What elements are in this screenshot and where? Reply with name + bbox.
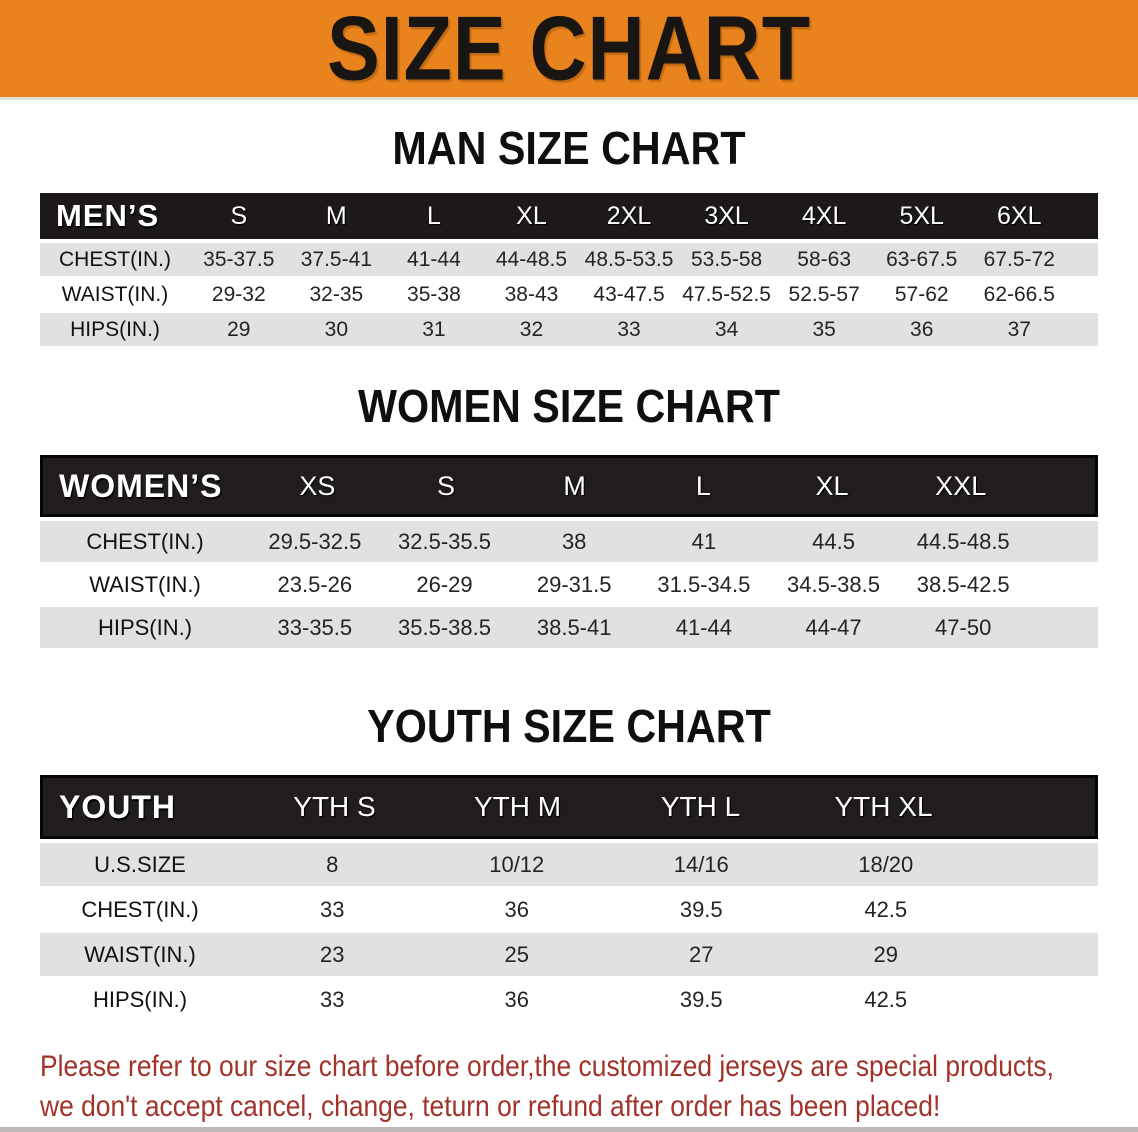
youth-size-table-cell-2-0: 23: [320, 941, 345, 967]
womens-size-table-cell-0-2: 38: [561, 528, 587, 554]
mens-size-table-col-0: S: [230, 201, 248, 230]
mens-size-table-cell-1-0: 29-32: [211, 282, 266, 306]
mens-size-table-group-label: MEN’S: [56, 198, 160, 233]
youth-size-table-row-label-2: WAIST(IN.): [84, 941, 196, 967]
men-section-heading: MAN SIZE CHART: [392, 123, 746, 175]
youth-size-table-cell-0-0: 8: [326, 851, 339, 877]
mens-size-table-cell-2-7: 36: [910, 317, 934, 341]
youth-size-table-group-label: YOUTH: [59, 788, 176, 825]
womens-size-table-group-label: WOMEN’S: [59, 467, 223, 504]
youth-size-table-cell-2-1: 25: [504, 941, 529, 967]
women-section-heading: WOMEN SIZE CHART: [358, 381, 780, 433]
banner-title: SIZE CHART: [327, 0, 811, 100]
womens-size-table-cell-2-4: 44-47: [805, 614, 862, 640]
mens-size-table-col-5: 3XL: [704, 201, 749, 230]
mens-size-table-cell-2-8: 37: [1007, 317, 1031, 341]
womens-size-table-row-label-1: WAIST(IN.): [89, 571, 201, 597]
womens-size-table-cell-0-0: 29.5-32.5: [268, 528, 362, 554]
youth-size-table-row-label-1: CHEST(IN.): [81, 896, 199, 922]
mens-size-table-cell-1-3: 38-43: [504, 282, 559, 306]
youth-size-table-cell-3-3: 42.5: [864, 986, 908, 1012]
youth-size-table-row-label-3: HIPS(IN.): [92, 986, 188, 1012]
youth-size-table-col-0: YTH S: [293, 791, 376, 822]
youth-size-table-col-3: YTH XL: [834, 791, 933, 822]
womens-size-table-col-0: XS: [299, 470, 336, 501]
youth-size-table-header-row: [40, 775, 1098, 839]
mens-size-table-cell-1-4: 43-47.5: [593, 282, 665, 306]
womens-size-table-col-3: L: [695, 470, 711, 501]
disclaimer-line-1: Please refer to our size chart before order,the customized jerseys are special products,: [40, 1050, 1054, 1083]
womens-size-table-cell-0-1: 32.5-35.5: [398, 528, 491, 554]
womens-size-table-col-5: XXL: [935, 470, 987, 501]
youth-size-table-cell-1-3: 42.5: [864, 896, 908, 922]
womens-size-table-row-2: [40, 607, 1098, 648]
womens-size-table-row-label-0: CHEST(IN.): [86, 528, 204, 554]
youth-size-table-row-label-0: U.S.SIZE: [94, 851, 186, 877]
banner: [0, 0, 1138, 100]
womens-size-table: [40, 455, 1098, 648]
womens-size-table-cell-1-3: 31.5-34.5: [657, 571, 751, 597]
mens-size-table-col-1: M: [325, 201, 347, 230]
disclaimer: [40, 1047, 1138, 1127]
womens-size-table-cell-0-3: 41: [691, 528, 717, 554]
disclaimer-line-2: we don't accept cancel, change, teturn or refund after order has been placed!: [40, 1090, 941, 1123]
mens-size-table-cell-2-2: 31: [422, 317, 446, 341]
womens-size-table-cell-2-3: 41-44: [675, 614, 732, 640]
youth-size-table-cell-3-2: 39.5: [679, 986, 723, 1012]
womens-size-table-row-label-2: HIPS(IN.): [97, 614, 193, 640]
youth-size-table-cell-1-1: 36: [504, 896, 529, 922]
mens-size-table-cell-1-7: 57-62: [894, 282, 949, 306]
mens-size-table-col-3: XL: [516, 201, 547, 230]
mens-size-table-cell-2-0: 29: [227, 317, 251, 341]
womens-size-table-row-1: [40, 564, 1098, 605]
mens-size-table: [40, 193, 1098, 346]
mens-size-table-row-label-2: HIPS(IN.): [70, 317, 160, 341]
womens-size-table-col-4: XL: [815, 470, 849, 501]
womens-size-table-col-2: M: [563, 470, 586, 501]
mens-size-table-cell-2-6: 35: [812, 317, 836, 341]
mens-size-table-col-6: 4XL: [801, 201, 847, 230]
mens-size-table-row-1: [40, 278, 1098, 311]
mens-size-table-cell-0-7: 63-67.5: [886, 247, 958, 271]
womens-size-table-cell-1-2: 29-31.5: [536, 571, 612, 597]
womens-size-table-cell-1-0: 23.5-26: [277, 571, 353, 597]
womens-size-table-cell-1-1: 26-29: [416, 571, 473, 597]
youth-size-table-col-2: YTH L: [660, 791, 741, 822]
mens-size-table-cell-0-1: 37.5-41: [300, 247, 372, 271]
mens-size-table-header-row: [40, 193, 1098, 239]
mens-size-table-cell-1-6: 52.5-57: [788, 282, 860, 306]
mens-size-table-row-label-0: CHEST(IN.): [59, 247, 171, 271]
bottom-edge-strip: [0, 1127, 1138, 1132]
womens-size-table-cell-2-5: 47-50: [935, 614, 992, 640]
youth-size-table-row-2: [40, 933, 1098, 976]
mens-size-table-col-8: 6XL: [997, 201, 1042, 230]
youth-size-table-cell-1-2: 39.5: [679, 896, 723, 922]
mens-size-table-col-2: L: [426, 201, 441, 230]
womens-size-table-cell-1-4: 34.5-38.5: [787, 571, 880, 597]
womens-size-table-row-0: [40, 521, 1098, 562]
youth-section-heading: YOUTH SIZE CHART: [367, 701, 771, 753]
womens-size-table-cell-1-5: 38.5-42.5: [916, 571, 1010, 597]
mens-size-table-cell-1-1: 32-35: [309, 282, 364, 306]
youth-size-table-cell-3-1: 36: [504, 986, 529, 1012]
mens-size-table-row-label-1: WAIST(IN.): [61, 282, 169, 306]
mens-size-table-cell-2-3: 32: [519, 317, 544, 341]
mens-size-table-cell-2-5: 34: [714, 317, 739, 341]
youth-size-table-cell-0-1: 10/12: [489, 851, 545, 877]
mens-size-table-cell-1-8: 62-66.5: [983, 282, 1055, 306]
mens-size-table-cell-0-6: 58-63: [797, 247, 852, 271]
youth-size-table-row-3: [40, 978, 1098, 1021]
youth-size-table-cell-3-0: 33: [320, 986, 345, 1012]
mens-size-table-col-4: 2XL: [606, 201, 652, 230]
mens-size-table-cell-0-2: 41-44: [407, 247, 461, 271]
mens-size-table-col-7: 5XL: [899, 201, 944, 230]
mens-size-table-cell-0-4: 48.5-53.5: [584, 247, 674, 271]
mens-size-table-cell-0-8: 67.5-72: [983, 247, 1055, 271]
womens-size-table-col-1: S: [437, 470, 456, 501]
youth-size-table: [40, 775, 1098, 1021]
womens-size-table-cell-2-2: 38.5-41: [536, 614, 612, 640]
youth-size-table-cell-2-3: 29: [873, 941, 898, 967]
youth-size-table-cell-0-3: 18/20: [858, 851, 914, 877]
mens-size-table-cell-2-4: 33: [617, 317, 641, 341]
mens-size-table-cell-2-1: 30: [324, 317, 349, 341]
womens-size-table-cell-2-1: 35.5-38.5: [398, 614, 491, 640]
mens-size-table-cell-0-0: 35-37.5: [203, 247, 275, 271]
youth-size-table-cell-2-2: 27: [689, 941, 714, 967]
youth-size-table-cell-1-0: 33: [320, 896, 345, 922]
womens-size-table-header-row: [40, 455, 1098, 517]
mens-size-table-cell-0-3: 44-48.5: [495, 247, 568, 271]
mens-size-table-cell-0-5: 53.5-58: [690, 247, 763, 271]
mens-size-table-row-2: [40, 313, 1098, 346]
youth-size-table-row-0: [40, 843, 1098, 886]
youth-size-table-cell-0-2: 14/16: [673, 851, 729, 877]
womens-size-table-cell-2-0: 33-35.5: [277, 614, 353, 640]
youth-size-table-row-1: [40, 888, 1098, 931]
mens-size-table-cell-1-5: 47.5-52.5: [682, 282, 771, 306]
mens-size-table-row-0: [40, 243, 1098, 276]
mens-size-table-cell-1-2: 35-38: [407, 282, 461, 306]
youth-size-table-col-1: YTH M: [473, 791, 562, 822]
womens-size-table-cell-0-5: 44.5-48.5: [916, 528, 1010, 554]
womens-size-table-cell-0-4: 44.5: [812, 528, 855, 554]
